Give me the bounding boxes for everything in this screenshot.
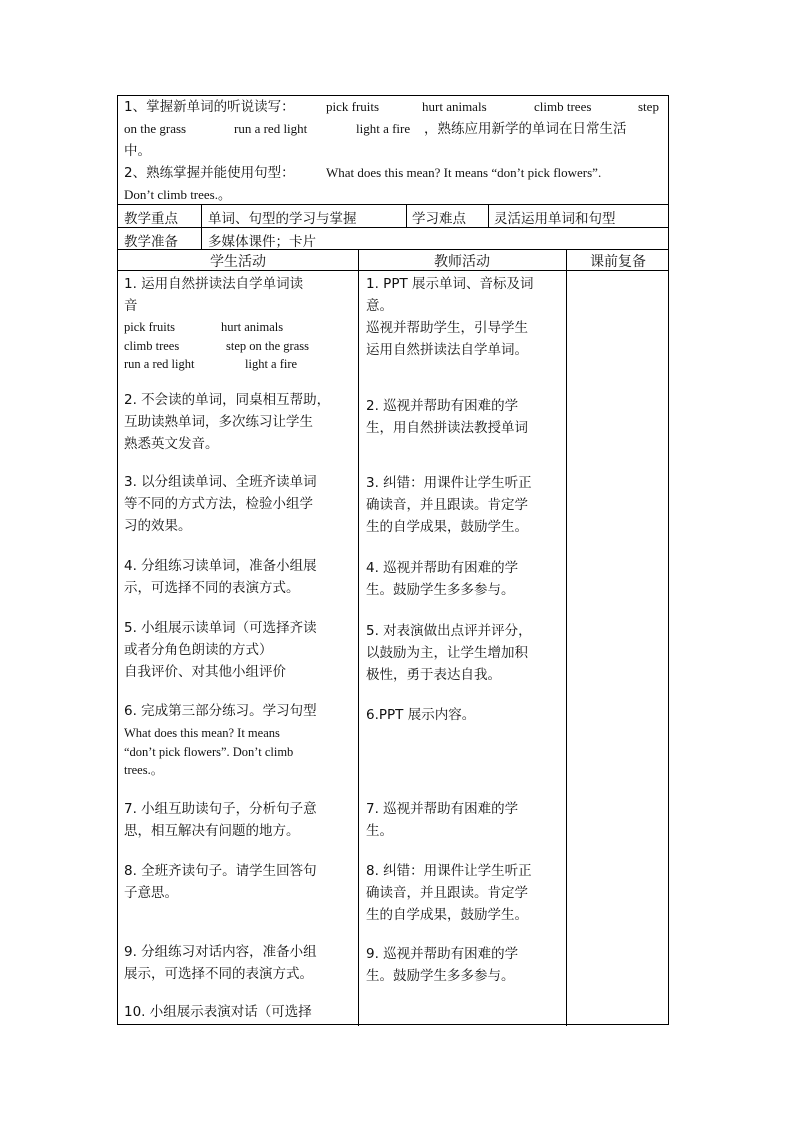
line: 或者分角色朗读的方式）	[124, 642, 273, 658]
line: 确读音，并且跟读。肯定学	[366, 885, 528, 901]
objective-2-sentence: What does this mean? It means “don’t pick flowers”.	[326, 165, 602, 180]
col-divider	[406, 204, 407, 227]
student-activity-1	[124, 273, 303, 317]
line: 确读音，并且跟读。肯定学	[366, 497, 528, 513]
objective-1-end: 中。	[124, 143, 151, 159]
line: 4. 分组练习读单词，准备小组展	[124, 558, 317, 574]
teacher-activity-4	[366, 557, 518, 601]
word: light a fire	[356, 121, 411, 136]
student-activity-9	[124, 941, 317, 985]
objective-2-end: Don’t climb trees.。	[124, 187, 231, 202]
teacher-column-header: 教师活动	[434, 254, 490, 270]
teacher-activity-2	[366, 395, 528, 439]
student-activity-6-sentence	[124, 724, 293, 780]
word: pick fruits	[326, 99, 380, 114]
word: pick fruits	[124, 320, 176, 334]
line: 生的自学成果，鼓励学生。	[366, 907, 528, 923]
col-divider	[358, 249, 359, 1026]
line: 8. 全班齐读句子。请学生回答句	[124, 863, 317, 879]
line: 生。鼓励学生多多参与。	[366, 582, 515, 598]
line: 2. 不会读的单词，同桌相互帮助，	[124, 392, 331, 408]
word: on the grass	[124, 121, 187, 136]
teacher-activity-7	[366, 798, 518, 842]
student-column-header: 学生活动	[210, 254, 266, 270]
teacher-activity-8	[366, 860, 532, 926]
line: 自我评价、对其他小组评价	[124, 664, 286, 680]
line: trees.。	[124, 763, 164, 777]
line: 互助读熟单词，多次练习让学生	[124, 414, 313, 430]
line: 习的效果。	[124, 518, 192, 534]
teacher-activity-5	[366, 620, 532, 686]
objective-1-label: 1、掌握新单词的听说读写：	[124, 99, 295, 115]
key-points-label: 教学重点	[124, 211, 178, 227]
col-divider	[566, 249, 567, 1026]
difficulty-value: 灵活运用单词和句型	[494, 211, 616, 227]
student-activity-8	[124, 860, 317, 904]
student-activity-3	[124, 471, 317, 537]
line: 子意思。	[124, 885, 178, 901]
line: 1. PPT 展示单词、音标及词	[366, 276, 534, 292]
line: 4. 巡视并帮助有困难的学	[366, 560, 519, 576]
line: “don’t pick flowers”. Don’t climb	[124, 744, 294, 759]
line: 7. 小组互助读句子，分析句子意	[124, 801, 317, 817]
line: 极性，勇于表达自我。	[366, 667, 501, 683]
teacher-activity-6	[366, 704, 475, 726]
line: 2. 巡视并帮助有困难的学	[366, 398, 519, 414]
line: 音	[124, 298, 138, 314]
line: 9. 分组练习对话内容，准备小组	[124, 944, 317, 960]
student-activity-1-words	[124, 318, 354, 374]
line: 6. 完成第三部分练习。学习句型	[124, 703, 317, 719]
line: What does this mean? It means	[124, 726, 280, 740]
difficulty-label: 学习难点	[412, 211, 466, 227]
word: hurt animals	[221, 320, 284, 334]
prep-label: 教学准备	[124, 234, 178, 250]
word: light a fire	[245, 357, 298, 371]
col-divider	[488, 204, 489, 227]
line: 示，可选择不同的表演方式。	[124, 580, 300, 596]
word: step on the grass	[226, 338, 309, 353]
review-column-header: 课前复备	[590, 254, 646, 270]
line: 8. 纠错：用课件让学生听正	[366, 863, 532, 879]
line: 等不同的方式方法，检验小组学	[124, 496, 313, 512]
line: 以鼓励为主，让学生增加积	[366, 645, 528, 661]
student-activity-7	[124, 798, 317, 842]
line: 7. 巡视并帮助有困难的学	[366, 801, 519, 817]
teacher-activity-1	[366, 273, 534, 361]
line: 巡视并帮助学生，引导学生	[366, 320, 528, 336]
line: 生。	[366, 823, 393, 839]
teacher-activity-3	[366, 472, 532, 538]
objective-1-tail: ，熟练应用新学的单词在日常生活	[424, 121, 627, 137]
line: 5. 小组展示读单词（可选择齐读	[124, 620, 317, 636]
line: 生的自学成果，鼓励学生。	[366, 519, 528, 535]
word: step	[638, 99, 659, 114]
word: climb trees	[534, 99, 592, 114]
line: 熟悉英文发音。	[124, 436, 219, 452]
teacher-activity-9	[366, 943, 518, 987]
line: 生，用自然拼读法教授单词	[366, 420, 528, 436]
lesson-plan-table	[117, 95, 669, 1025]
line: 生。鼓励学生多多参与。	[366, 968, 515, 984]
row-divider	[118, 249, 668, 250]
key-points-value: 单词、句型的学习与掌握	[208, 211, 357, 227]
objective-2-label: 2、熟练掌握并能使用句型：	[124, 165, 295, 181]
student-activity-2	[124, 389, 330, 455]
word: run a red light	[124, 357, 195, 371]
line: 3. 以分组读单词、全班齐读单词	[124, 474, 317, 490]
line: 展示，可选择不同的表演方式。	[124, 966, 313, 982]
line: 3. 纠错：用课件让学生听正	[366, 475, 532, 491]
col-divider	[201, 204, 202, 227]
word: hurt animals	[422, 99, 487, 114]
line: 意。	[366, 298, 393, 314]
col-divider	[201, 227, 202, 249]
line: 思，相互解决有问题的地方。	[124, 823, 300, 839]
line: 5. 对表演做出点评并评分，	[366, 623, 532, 639]
student-activity-4	[124, 555, 317, 599]
line: 6.PPT 展示内容。	[366, 707, 476, 723]
line: 10. 小组展示表演对话（可选择	[124, 1004, 312, 1020]
line: 运用自然拼读法自学单词。	[366, 342, 528, 358]
student-activity-5	[124, 617, 317, 683]
line: 1. 运用自然拼读法自学单词读	[124, 276, 304, 292]
prep-value: 多媒体课件；卡片	[208, 234, 316, 250]
student-activity-6	[124, 700, 317, 722]
line: 9. 巡视并帮助有困难的学	[366, 946, 519, 962]
word: run a red light	[234, 121, 308, 136]
word: climb trees	[124, 338, 180, 353]
student-activity-10	[124, 1001, 312, 1023]
objectives	[124, 96, 664, 206]
